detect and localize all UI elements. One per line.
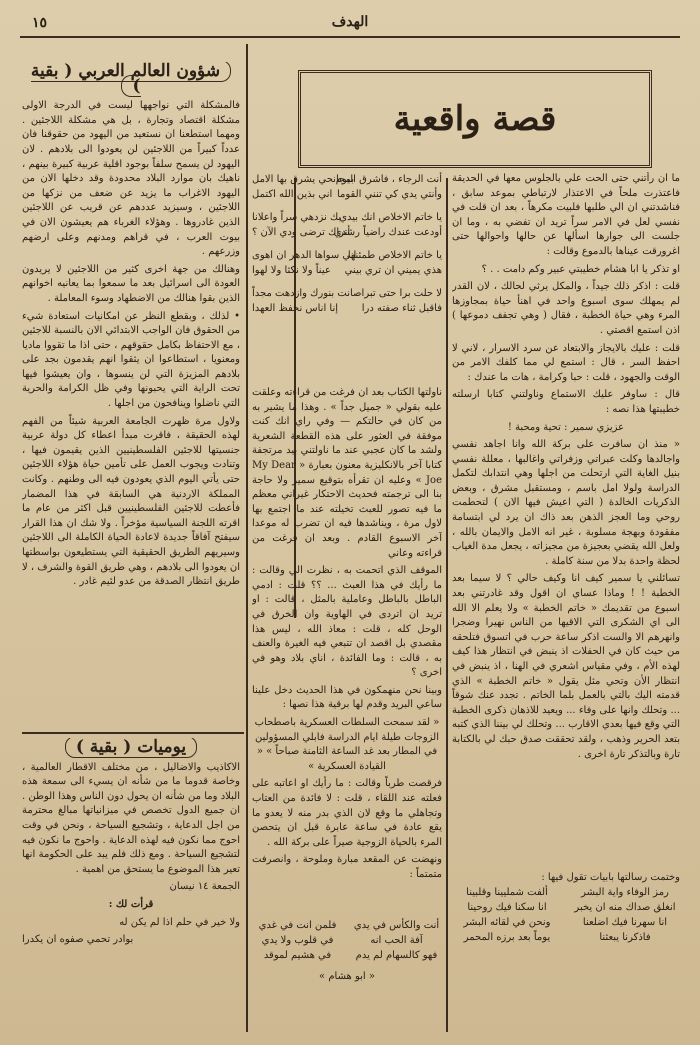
telegram: « لقد سمحت السلطات العسكرية باصطحاب الزوجات طيلة ايام الدراسة فابلي المسؤولين في المطار بعد غد الساعة الثامنة صباحاً » « القيادة العسكرية » — [254, 717, 440, 772]
ring-verses-left-col — [252, 172, 442, 316]
story-ending-2: ونهضت عن المقعد مبارة وملوحة ، وانصرفت متمتماً : — [252, 854, 442, 880]
verse-line: اني بذين الله اكتمل — [252, 189, 333, 200]
poem-verse: انا سكنا فيك روحينا — [467, 902, 547, 913]
poem-verse: أنت والكأس في يدي — [353, 920, 440, 931]
verse-line: يا خاتم الاخلاص طمئنها — [347, 250, 442, 261]
story-p1: او تذكر يا ابا هشام خطيبتي عبير وكم دامت . . ؟ — [481, 263, 680, 275]
poem-row — [252, 948, 442, 963]
story-p2: قلت : اذكر ذلك جيداً ، والمكل يرثي لحالك ، لان القدر لم يمهلك سوى اسبوع واحد في اهنأ حياة بمجاوزها المرء وهي حياة الخطبة ، فقال ( وهي تجفف دموعها ) اذن استمع اقصتي . — [452, 281, 680, 336]
poem-verse: فهو كالسهام لم يدم — [355, 950, 438, 961]
quote-line-1: ولا خير في حلم اذا لم يكن له — [119, 916, 240, 928]
verse-line: أودعت عندك راضياً رشدي — [333, 227, 442, 238]
verse-line: صانت بنورك وازدهت مجداً — [252, 288, 362, 299]
arab-world-p4: ولاول مرة ظهرت الجامعة العربية شيئاً من الفهم لهذه الحقيقة ، فاقرت مبدأ اعطاء كل دولة عربية جنسيتها للاجئين الفلسطينيين الذين يقيمون فيها ، وتنادت ويجوب العمل على تأمين حياة هؤلاء اللاجئين حتى يأتي اليوم الذي يعودون فيه الى وطنهم . وكانت المملكة الاردنية هي السابقة في هذا المضمار فأعطت للاجئين الفلسطينيين قبل اكثر من عام ما اقرته اللجنة السياسية مؤخراً . ولا شك ان هذا القرار سيفتح آفاقاً جديدة لاعادة الحياة الكاملة الى اللاجئين وسيريهم الطريق الحقيقية التي يستطيعون بواسطتها ان يعودوا الى بلادهم ، وهي طريق القوة والشرف ، لا طريق انتظار الصدقة من عدو لئيم غادر . — [22, 415, 240, 588]
story-p4: قال : ساوفر عليك الاستماع وناولتني كتابا ارسلته خطيبتها هذا نصه : — [452, 389, 680, 415]
story-column-middle — [252, 386, 442, 894]
page-header — [20, 14, 680, 38]
poem-row — [452, 885, 680, 900]
arab-world-p3: • لذلك ، وبقطع النظر عن امكانيات استعادة شيء من الحقوق فان الواجب الابتدائي الان بالنسبة للاجئين ، مع الاحتفاظ بكامل حقوقهم ، حتى اذا ما تقووا ماديا ومعنويا ، استطاعوا ان يثقوا انهم يقدمون بجد على بلادهم المزيزة التي لن ينسوها ، وان يعيشوا فيها تحت الراية التي يحبونها وفي ظل الكرامة والحرية التي ناضلوا وينافحون من اجلها . — [22, 310, 240, 410]
poem-verse: فلمن انت في غدي — [258, 920, 337, 931]
diaries-date: الجمعة ١٤ نيسان — [169, 881, 240, 893]
signature: « ابو هشام » — [319, 971, 375, 982]
closing-poem — [252, 918, 442, 984]
column-rule-left — [246, 44, 248, 1032]
letter-greeting: عزيزي سمير : تحية ومحبة ! — [507, 421, 625, 433]
poem-row — [452, 930, 680, 945]
poem-verse: آفة الحب انه — [370, 935, 423, 946]
diaries-p1: الاكاذيب والاضاليل ، من مختلف الاقطار العالمية ، وخاصة قدوما ما من شأنه ان يسيء الى سمعة هذه البلاد وما من شأنه ان يحول دون الناس وهذا الوطن . ان جميع الدول تخصص في ميزانياتها مبالغ محترمة من اجل الدعاية ، وتشجيع السياحة ، ونحن في وقت احوج مما نكون فيه لهذه الدعاية . واحوج ما نكون فيه لتشجيع السياحة . ومع ذلك فلم يبد على الحكومة انها تعير هذا الموضوع ما يستحق من اهمية . — [22, 761, 240, 875]
poem-verse: رمز الوفاء واية البشر — [581, 887, 669, 898]
verse-line: أنت الرجاء ، فاشرق اليوم — [335, 174, 442, 185]
story-intro: ما ان رأتني حتى الحت علي بالجلوس معها في الحديقة فاعتذرت ملحاً في الاعتذار لارتباطي بموعد سابق ، فناشدتني ان الي طلبها فلبيت مكرهاً ، بعد ان قلت في نفسي لعل في الامر سراً تريد ان تفضي به ، وما ان جلست الى جوارها اسألها عن حالها واحوالها حتى اغرورقت عيناها بالدموع وقالت : — [452, 173, 680, 257]
arab-world-column — [22, 62, 240, 732]
story-title: قصة واقعية — [393, 99, 557, 139]
poem-row — [252, 918, 442, 933]
diaries-title: يوميات ( بقية ) — [65, 738, 197, 758]
arab-world-p2: وهنالك من جهة اخرى كثير من اللاجئين لا يريدون العودة الى اسرائيل بعد ما سمعوا بما يعانيه اخوانهم الذين بقوا هنالك من الاضطهاد وسوء المعاملة . — [22, 263, 240, 304]
poem-row — [452, 915, 680, 930]
column-rule-mid — [446, 178, 448, 1032]
story-after-letter: ناولتها الكتاب بعد ان فرغت من قراءته وعلقت عليه بقولي « جميل جداً » . وهذا ما يشير به من كان في حالتكم — وفي راي انك كنت موفقة في العثور على هذه القطعة الشعرية ولشد ما كان عجبي عند ما ناولتني بيد مرتجفة كتابا آخر بالانكليزية معنون بعبارة « My Dear Joe » وعليه ان تقرأه بتوقيع سمير ولا حاجة بنا الى ترجمته فحديث الاحتكار غيراني معظم ما فيه تصور للعبث تخيلته عند ما اجتمع بها لاول مرة ، ويناشدها فيه ان تضرب له موعدا آخر الاسبوع القادم . وبعد ان فرغت من قراءته وعاني — [252, 387, 442, 559]
verse-line: عيناً ولا نكثا ولا لهوا — [252, 265, 331, 276]
arab-world-title-wrap — [22, 62, 240, 96]
verse-line: إنا اناس نحفظ العهدا — [252, 303, 339, 314]
verse-line: أتراك ترضى ودي الآن ؟ — [252, 227, 351, 238]
story-continued: الموقف الذي اتحمت به ، نظرت الي وقالت : ما رأيك في هذا العبث ... ؟؟ قلت : ادمي الباطل بالباطل وعاملية بالمثل ، قالت : او تريد ان اتردى في الهاوية وان الخرق في الوحل كله ، قلت : معاذ الله ، ليس هذا مقصدي بل اقصد ان تتبعي فيه الغيرة والعنف به ، قالت : وما الفائدة ، اناي بلاد وهو في اخرى ؟ — [252, 565, 442, 679]
masthead-title: الهدف — [331, 14, 369, 30]
story-title-box — [298, 70, 652, 168]
poem-verse: انا سهرنا فيك اضلعنا — [582, 917, 668, 928]
section-divider — [22, 732, 244, 734]
arab-world-p1: فالمشكلة التي نواجهها ليست في الدرجة الاولى مشكلة اقتصاد وتجارة ، بل هي مشكلة اللاجئين . ومهما استطعنا ان نستعيد من اليهود من حقوقنا فان عدداً كبيراً من اللاجئين لن يعودوا الى بلادهم . لان اليهود لن يسمح سلفاً بوجود اقلية عربية كبيرة بينهم ، ناهيك بان موارد البلاد محدودة وقد دخلها الان من اليهود الاغراب ما يزيد عن ضعف من نزكها من اللاجئين ، وسيزيد عددهم عن قريب عن اللاجئين الذين غادروها . وهؤلاء الغرباء هم يعيشون الان في بيوت العرب ، في قراهم ومدنهم وعلى ارضهم وزرعهم . — [22, 100, 240, 258]
poem-verse: في قلوب ولا يدي — [261, 935, 334, 946]
poem-verse: يوماً بعد برزه المحمر — [463, 932, 551, 943]
poem-verse: انغلق صداك منه ان يخبر — [574, 902, 676, 913]
diaries-title-wrap — [22, 740, 240, 755]
verse-line: بك نزدهي سراً واعلانا — [252, 212, 342, 223]
story-continued-2: وبينا نحن منهمكون في هذا الحديث دخل علينا ساعي البريد وقدم لها برقية هذا نصها : — [252, 684, 442, 711]
verse-line: فاقبل ثناء صفته درا — [361, 303, 442, 314]
poem-row — [452, 900, 680, 915]
poem-verse: ونحن في لقائه البشر — [463, 917, 551, 928]
story-column-right — [452, 172, 680, 862]
poem-intro: وختمت رسالتها بابيات تقول فيها : — [541, 872, 680, 883]
story-p3: قلت : عليك بالايجاز والابتعاد عن سرد الاسرار ، لاني لا احفظ السر ، قال : استمع لي مما كلفك الامر من الوقت والجهود ، قلت : حبا وكرامة ، هات ما عندك : — [452, 342, 680, 383]
letter-body: « منذ ان سافرت على بركة الله وانا اجاهد نفسي واجالدها وكلت عبراتي وزفراتي واغالبها ، معللة نفسي بنيل الغاية التي ارتحلت من اجلها وهي انتدابك لتكمل الدراسة ولولا امل باسم ، ومستقبل مشرق ، وبعض الذكريات الخالدة ( التي اعيش فيها الان ) لتحطمت روحي وما العجز الذهن بعد ذاك ان يرد لي ابتسامة مفقودة وبهجة مسلوبة ، غير انه الامل والايمان بالله ، ولعل الله يقضي بعجيزة من مجيزاته ، يجعل مدة الغياب لحظة واحدة بدلا من سنة كاملة . — [452, 439, 680, 567]
letter-body-2: تسائلني يا سمير كيف انا وكيف حالي ؟ لا سيما بعد الخطبة ! ! وماذا عساي ان اقول وقد غادرتني بعد اسبوع من تقديمك « خاتم الخطبة » ولا يعلم الا الله الى اي الشكرى التي الاقيها من الناس نهيرا وضجرا وانهرهم الا والست اذكر ساعة حرب في اتسوق فتلحقه من حيث كان في الحفلات اذ ينبض في انتظار هذا كيف لهذه الأم ، وفي مقياس اشعري في الهنا ، اذ ينبض في انتظار الأن وتحي مثل يقول « خاتم الخطبة » الذي قدمته اليك بالتي بالعمل بلما الخاتم . تجدد عنك شوقاً ... وتحلك وانها على وفاء ... ويعيد للاذهان ذكرى الخطبة التي وقع فيها بعدي الاقارب ... وتحلك لي بيننا الذي كتبه بتعد الحرير وذهب ، ولقد تحققت صدق حبك لي بالكتابة تارة وبالتذكر تارة اخرى . — [452, 573, 680, 760]
verse-line: وأنتي يدي كي تنني القوما — [336, 189, 442, 200]
poem-verse: ألفت شمليينا وقلبينا — [466, 887, 548, 898]
poem-verse: في هشيم لموقد — [263, 950, 332, 961]
verse-line: لا حلت برا حتى تبرا — [361, 288, 442, 299]
quote-line-2: بوادر تحمي صفوه ان يكدرا — [22, 934, 134, 946]
poem-row — [252, 933, 442, 948]
read-for-you-title: قرأت لك : — [108, 898, 154, 910]
story-ending: فرقصت طرباً وقالت : ما رأيك او اعاتبه على فعلته عند اللقاء ، قلت : لا فائدة من العتاب وتجاهلي ما وقع لان الذي بدر منه لا يعدو ما يقع عادة في ساعة عابرة قبل ان يتحصن المرء بالحياة الزوجية صيراً على بركة الله . — [252, 778, 442, 848]
letter-poem — [452, 870, 680, 945]
poem-verse: فاذكرنا يبعثنا — [599, 932, 651, 943]
page-number: ١٥ — [32, 15, 48, 31]
arab-world-title: شؤون العالم العربي ( بقية ) — [31, 62, 231, 97]
verse-line: اني سواها الدهر ان اهوى — [252, 250, 357, 261]
verse-line: هذي يميني ان تري بيني — [344, 265, 442, 276]
verse-line: يا خاتم الاخلاص انك بيدي — [339, 212, 442, 223]
verse-line: بمجانحي يشرق بها الامل — [252, 174, 355, 185]
diaries-column — [22, 738, 240, 1038]
